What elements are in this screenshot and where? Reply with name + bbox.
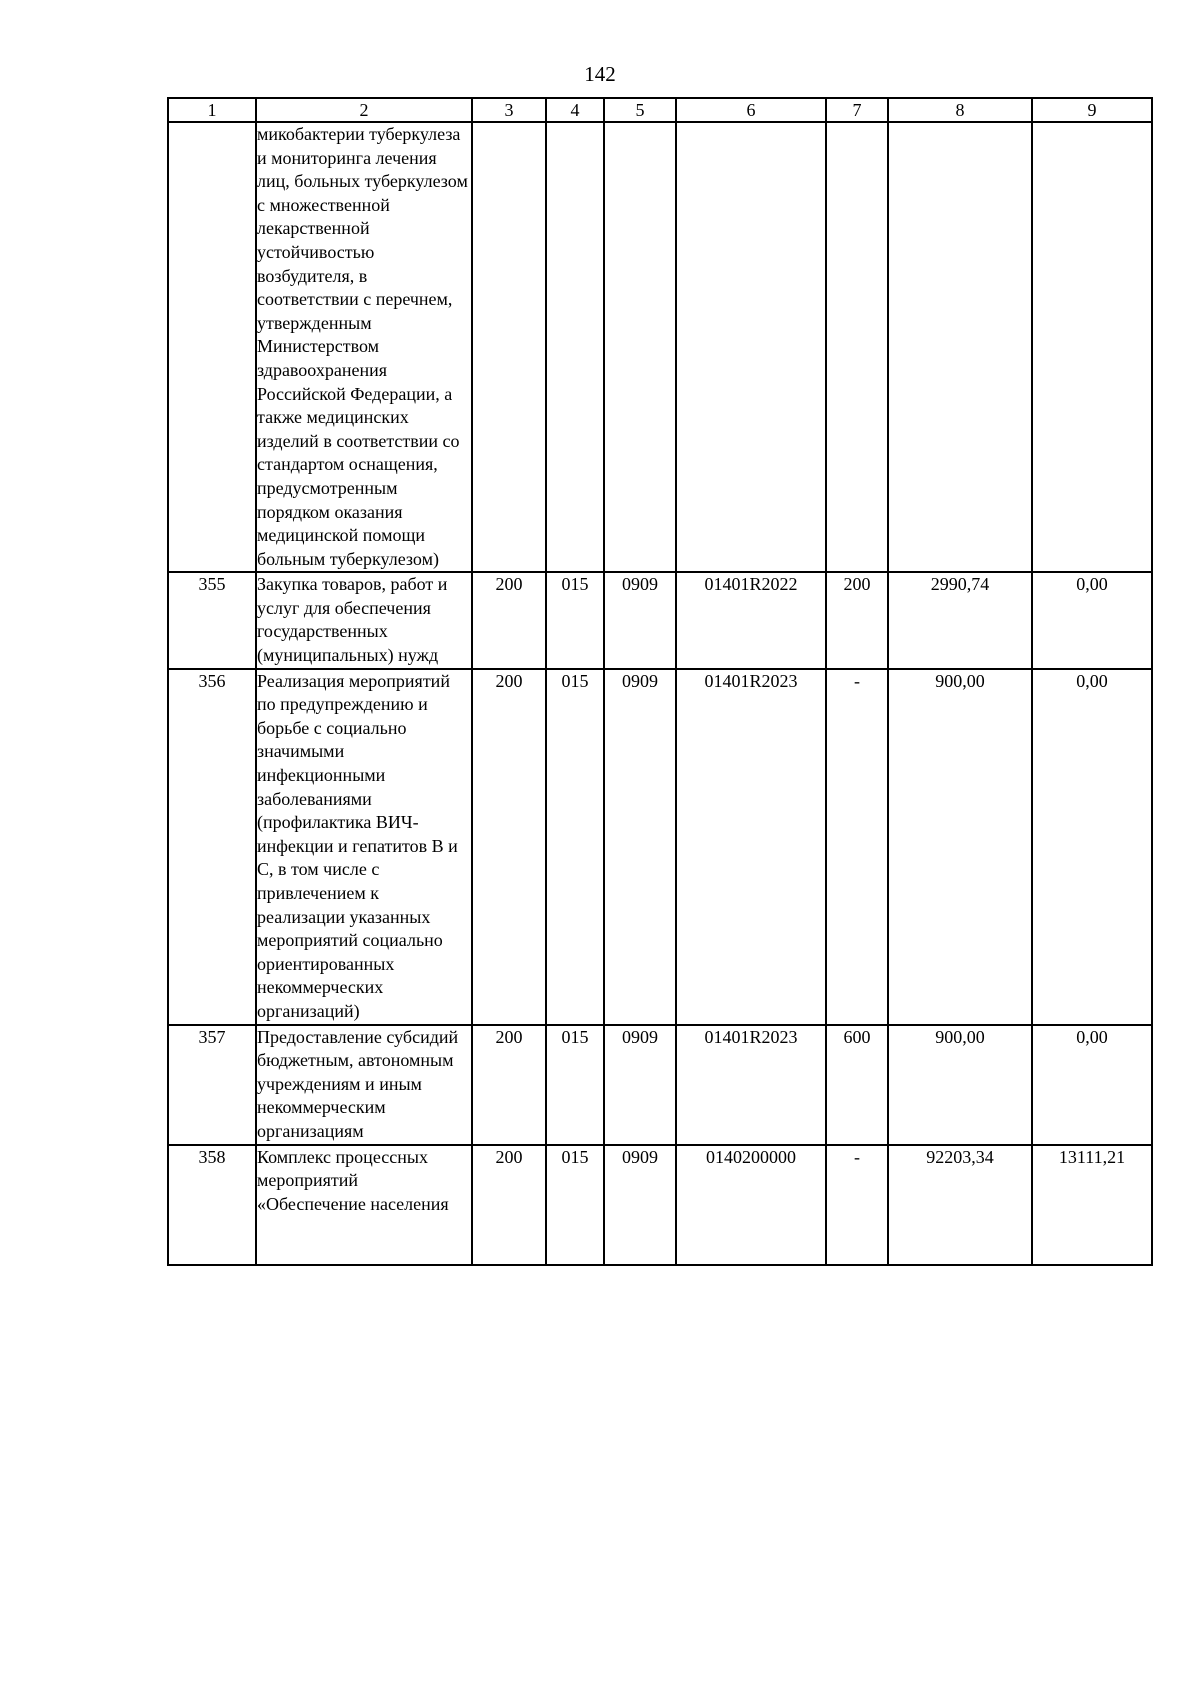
row-number: 357 (168, 1025, 256, 1145)
header-col-9: 9 (1032, 98, 1152, 122)
row-col-5: 0909 (604, 1025, 676, 1145)
row-col-6: 01401R2023 (676, 1025, 826, 1145)
header-col-2: 2 (256, 98, 472, 122)
row-col-7: - (826, 1145, 888, 1265)
row-number: 355 (168, 572, 256, 668)
header-col-3: 3 (472, 98, 546, 122)
row-col-5: 0909 (604, 1145, 676, 1265)
row-col-9: 0,00 (1032, 1025, 1152, 1145)
row-col-4: 015 (546, 1025, 604, 1145)
row-col-9: 13111,21 (1032, 1145, 1152, 1265)
header-col-7: 7 (826, 98, 888, 122)
table-row (168, 1145, 1152, 1265)
row-description: Закупка товаров, работ и услуг для обеспечения государственных (муниципальных) нужд (256, 572, 472, 668)
row-col-3: 200 (472, 1145, 546, 1265)
row-col-7: - (826, 669, 888, 1025)
row-number: 356 (168, 669, 256, 1025)
row-col-3: 200 (472, 1025, 546, 1145)
row-description: Комплекс процессных мероприятий «Обеспечение населения (256, 1145, 472, 1265)
header-row (168, 98, 1152, 122)
row-description: Предоставление субсидий бюджетным, автономным учреждениям и иным некоммерческим организациям (256, 1025, 472, 1145)
row-col-7: 600 (826, 1025, 888, 1145)
row-col-8: 900,00 (888, 669, 1032, 1025)
table-row-continuation (168, 122, 1152, 572)
row-col-4: 015 (546, 669, 604, 1025)
row-col-3: 200 (472, 669, 546, 1025)
budget-table (167, 97, 1153, 1266)
row-col-5: 0909 (604, 669, 676, 1025)
row-col-4: 015 (546, 1145, 604, 1265)
page-number: 142 (584, 62, 616, 86)
header-col-4: 4 (546, 98, 604, 122)
header-col-1: 1 (168, 98, 256, 122)
header-col-8: 8 (888, 98, 1032, 122)
row-col-8: 92203,34 (888, 1145, 1032, 1265)
row-col-9: 0,00 (1032, 572, 1152, 668)
row-col-5: 0909 (604, 572, 676, 668)
header-col-5: 5 (604, 98, 676, 122)
row-col-6: 01401R2023 (676, 669, 826, 1025)
table-row (168, 1025, 1152, 1145)
row-col-8: 900,00 (888, 1025, 1032, 1145)
row-description: микобактерии туберкулеза и мониторинга лечения лиц, больных туберкулезом с множественной лекарственной устойчивостью возбудителя, в соответствии с перечнем, утвержденным Министерством здравоохранения Российской Федерации, а также медицинских изделий в соответствии со стандартом оснащения, предусмотренным порядком оказания медицинской помощи больным туберкулезом) (256, 122, 472, 572)
table-row (168, 669, 1152, 1025)
row-col-7: 200 (826, 572, 888, 668)
row-number: 358 (168, 1145, 256, 1265)
row-col-3: 200 (472, 572, 546, 668)
row-col-6: 01401R2022 (676, 572, 826, 668)
row-description: Реализация мероприятий по предупреждению и борьбе с социально значимыми инфекционными заболеваниями (профилактика ВИЧ-инфекции и гепатитов В и С, в том числе с привлечением к реализации указанных мероприятий социально ориентированных некоммерческих организаций) (256, 669, 472, 1025)
row-col-9: 0,00 (1032, 669, 1152, 1025)
row-col-6: 0140200000 (676, 1145, 826, 1265)
row-col-4: 015 (546, 572, 604, 668)
header-col-6: 6 (676, 98, 826, 122)
row-col-8: 2990,74 (888, 572, 1032, 668)
table-row (168, 572, 1152, 668)
